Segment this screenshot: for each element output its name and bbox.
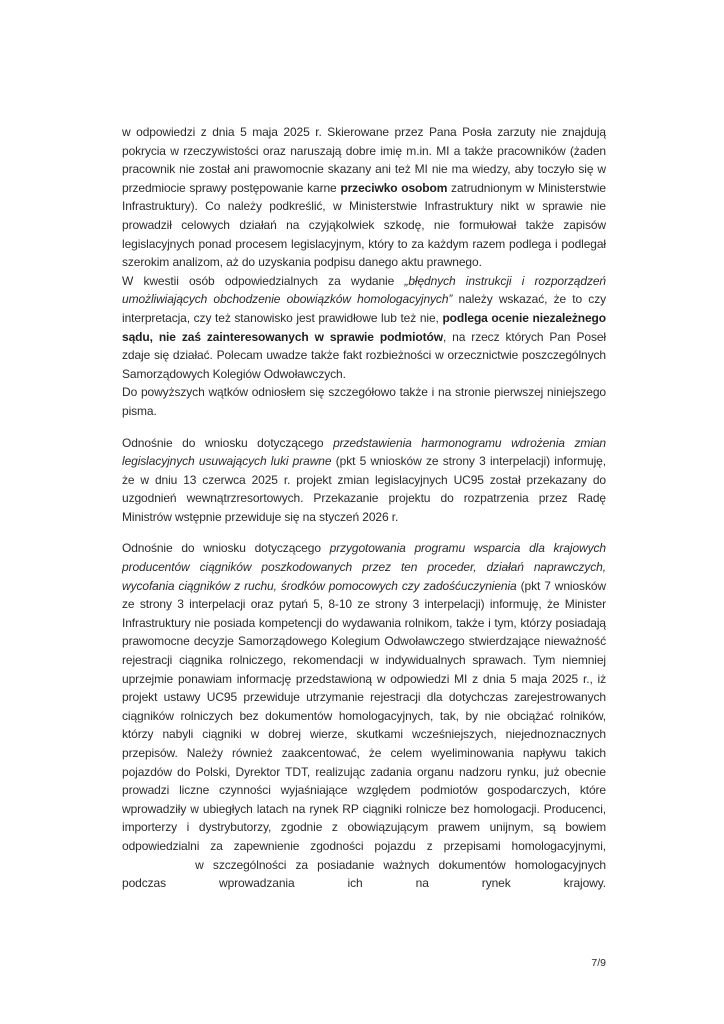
- body-text-run: (pkt 5 wniosków ze strony 3 interpelacji) informuję, że w dniu 13 czerwca 2025 r. projekt zmian legislacyjnych UC95 został przekazany do uzgodnień wewnątrzresortowych. Przekazanie projektu do rozpatrzenia przez Radę Ministrów wstępnie przewiduje się na styczeń 2026 r.: [122, 454, 606, 524]
- paragraph-p4: [122, 434, 606, 527]
- body-text-run: zatrudnionym w Ministerstwie Infrastruktury). Co należy podkreślić, w Ministerstwie Infrastruktury nikt w sprawie nie prowadził celowych działań na czyjąkolwiek szkodę, nie formułował także zapisów legislacyjnych ponad procesem legislacyjnym, który to za każdym razem podlega i podlegał szerokim analizom, aż do uzyskania podpisu danego aktu prawnego.: [122, 180, 606, 270]
- page-number: 7/9: [591, 957, 606, 969]
- body-text-run: (pkt 7 wniosków ze strony 3 interpelacji oraz pytań 5, 8-10 ze strony 3 interpelacji) informuję, że Minister Infrastruktury nie posiada kompetencji do wydawania rolnikom, także i tym, którzy posiadają prawomocne decyzje Samorządowego Kolegium Odwoławczego stwierdzające nieważność rejestracji ciągnika rolniczego, rekomendacji w indywidualnych sprawach. Tym niemniej uprzejmie ponawiam informację przedstawioną w odpowiedzi MI z dnia 5 maja 2025 r., iż projekt ustawy UC95 przewiduje utrzymanie rejestracji dla dotychczas zarejestrowanych ciągników rolniczych bez dokumentów homologacyjnych, tak, by nie obciążać rolników, którzy nabyli ciągniki w dobrej wierze, skutkami wcześniejszych, niejednoznacznych przepisów. Należy również zaakcentować, że celem wyeliminowania napływu takich pojazdów do Polski, Dyrektor TDT, realizując zadania organu nadzoru rynku, już obecnie prowadzi liczne czynności wyjaśniające względem podmiotów gospodarczych, które wprowadziły w ubiegłych latach na rynek RP ciągniki rolnicze bez homologacji. Producenci, importerzy i dystrybutorzy, zgodnie z obowiązującym prawem unijnym, są bowiem odpowiedzialni za zapewnienie zgodności pojazdu z przepisami homologacyjnymi,: [122, 578, 606, 853]
- body-text-run: Odnośnie do wniosku dotyczącego: [122, 541, 330, 556]
- body-text-run: W kwestii osób odpowiedzialnych za wydanie: [122, 273, 405, 288]
- bold-text-run: przeciwko osobom: [340, 180, 448, 195]
- paragraph-p2: [122, 272, 606, 384]
- body-text-run: , na rzecz których Pan Poseł zdaje się działać. Polecam uwadze także fakt rozbieżności w orzecznictwie poszczególnych Samorządowych Kolegiów Odwoławczych.: [122, 329, 606, 381]
- document-body: [122, 123, 606, 893]
- paragraph-p1: [122, 123, 606, 272]
- italic-text-run: przedstawienia harmonogramu wdrożenia zmian legislacyjnych usuwających luki prawne: [122, 435, 606, 469]
- body-text-run: Odnośnie do wniosku dotyczącego: [122, 435, 334, 450]
- body-text-run: w odpowiedzi z dnia 5 maja 2025 r. Skierowane przez Pana Posła zarzuty nie znajdują pokrycia w rzeczywistości oraz naruszają dobre imię m.in. MI a także pracowników (żaden pracownik nie został ani prawomocnie skazany ani też MI nie ma wiedzy, aby toczyło się w przedmiocie sprawy postępowanie karne: [122, 125, 606, 195]
- body-text-run: Do powyższych wątków odniosłem się szczegółowo także i na stronie pierwszej niniejszego pisma.: [122, 385, 606, 418]
- blank-space-gap: [122, 868, 186, 869]
- bold-text-run: podlega ocenie niezależnego sądu, nie zaś zainteresowanych w sprawie podmiotów: [122, 310, 606, 344]
- body-text-run: w szczególności za posiadanie ważnych dokumentów homologacyjnych podczas wprowadzania ich na rynek krajowy.: [122, 857, 606, 891]
- body-text-run: należy wskazać, że to czy interpretacja, czy też stanowisko jest prawidłowe lub też nie,: [122, 292, 606, 325]
- italic-text-run: „błędnych instrukcji i rozporządzeń umożliwiających obchodzenie obowiązków homologacyjnych”: [122, 273, 606, 307]
- paragraph-p3: [122, 383, 606, 420]
- paragraph-p5: [122, 539, 606, 892]
- page-footer: [122, 957, 606, 969]
- italic-text-run: przygotowania programu wsparcia dla krajowych producentów ciągników poszkodowanych przez ten proceder, działań naprawczych, wycofania ciągników z ruchu, środków pomocowych czy zadośćuczynienia: [122, 541, 606, 593]
